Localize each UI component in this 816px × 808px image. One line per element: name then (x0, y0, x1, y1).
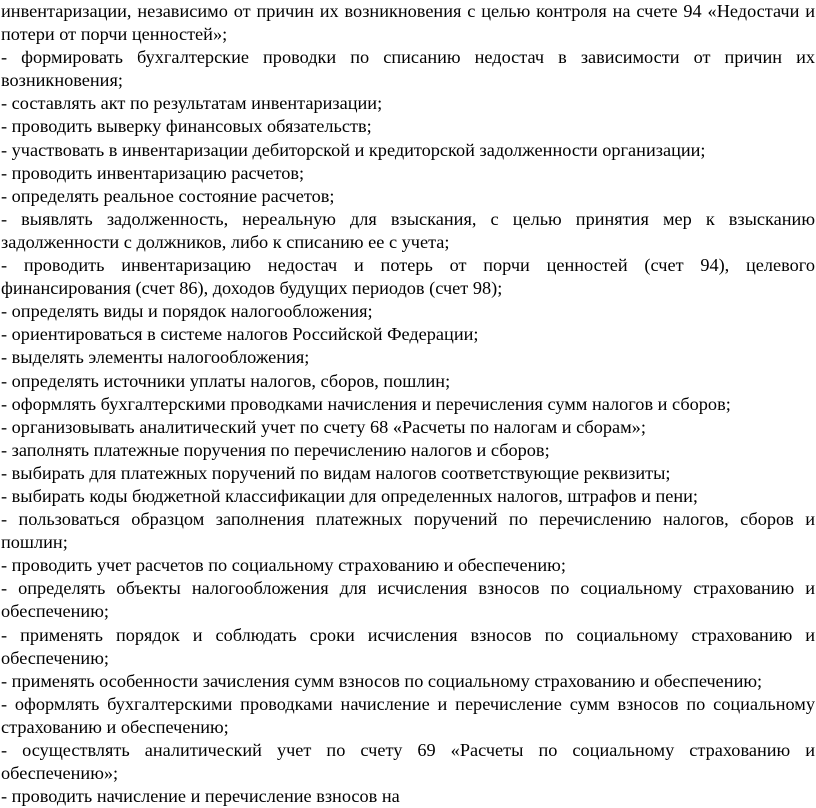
list-item: - проводить начисление и перечисление взносов на (1, 786, 400, 807)
list-item: - применять особенности зачисления сумм взносов по социальному страхованию и обеспечению; (1, 670, 763, 691)
list-item: - выделять элементы налогообложения; (1, 347, 310, 368)
list-item: - пользоваться образцом заполнения платежных поручений по перечислению налогов, сборов и пошлин; (1, 509, 815, 553)
list-item: - определять объекты налогообложения для исчисления взносов по социальному страхованию и обеспечению; (1, 578, 815, 622)
list-item: - проводить учет расчетов по социальному страхованию и обеспечению; (1, 555, 566, 576)
list-item: - участвовать в инвентаризации дебиторской и кредиторской задолженности организации; (1, 139, 706, 160)
list-item: - выбирать коды бюджетной классификации для определенных налогов, штрафов и пени; (1, 485, 699, 506)
list-item: - определять реальное состояние расчетов; (1, 185, 335, 206)
list-item: - проводить инвентаризацию расчетов; (1, 162, 305, 183)
text-paragraph: инвентаризации, независимо от причин их возникновения с целью контроля на счете 94 «Недостачи и потери от порчи ценностей»; (1, 1, 815, 45)
list-item: - составлять акт по результатам инвентаризации; (1, 93, 383, 114)
list-item: - определять источники уплаты налогов, сборов, пошлин; (1, 370, 451, 391)
list-item: - выбирать для платежных поручений по видам налогов соответствующие реквизиты; (1, 462, 671, 483)
list-item: - ориентироваться в системе налогов Российской Федерации; (1, 324, 479, 345)
list-item: - проводить выверку финансовых обязательств; (1, 116, 372, 137)
list-item: - оформлять бухгалтерскими проводками начисление и перечисление сумм взносов по социальному страхованию и обеспечению; (1, 693, 815, 737)
list-item: - формировать бухгалтерские проводки по списанию недостач в зависимости от причин их возникновения; (1, 47, 815, 91)
list-item: - оформлять бухгалтерскими проводками начисления и перечисления сумм налогов и сборов; (1, 393, 731, 414)
list-item: - заполнять платежные поручения по перечислению налогов и сборов; (1, 439, 550, 460)
list-item: - выявлять задолженность, нереальную для взыскания, с целью принятия мер к взысканию задолженности с должников, либо к списанию ее с учета; (1, 208, 815, 252)
list-item: - определять виды и порядок налогообложения; (1, 301, 373, 322)
list-item: - организовывать аналитический учет по счету 68 «Расчеты по налогам и сборам»; (1, 416, 646, 437)
list-item: - применять порядок и соблюдать сроки исчисления взносов по социальному страхованию и обеспечению; (1, 624, 815, 668)
list-item: - проводить инвентаризацию недостач и потерь от порчи ценностей (счет 94), целевого финансирования (счет 86), доходов будущих периодов (счет 98); (1, 255, 815, 299)
list-item: - осуществлять аналитический учет по счету 69 «Расчеты по социальному страхованию и обеспечению»; (1, 740, 815, 784)
